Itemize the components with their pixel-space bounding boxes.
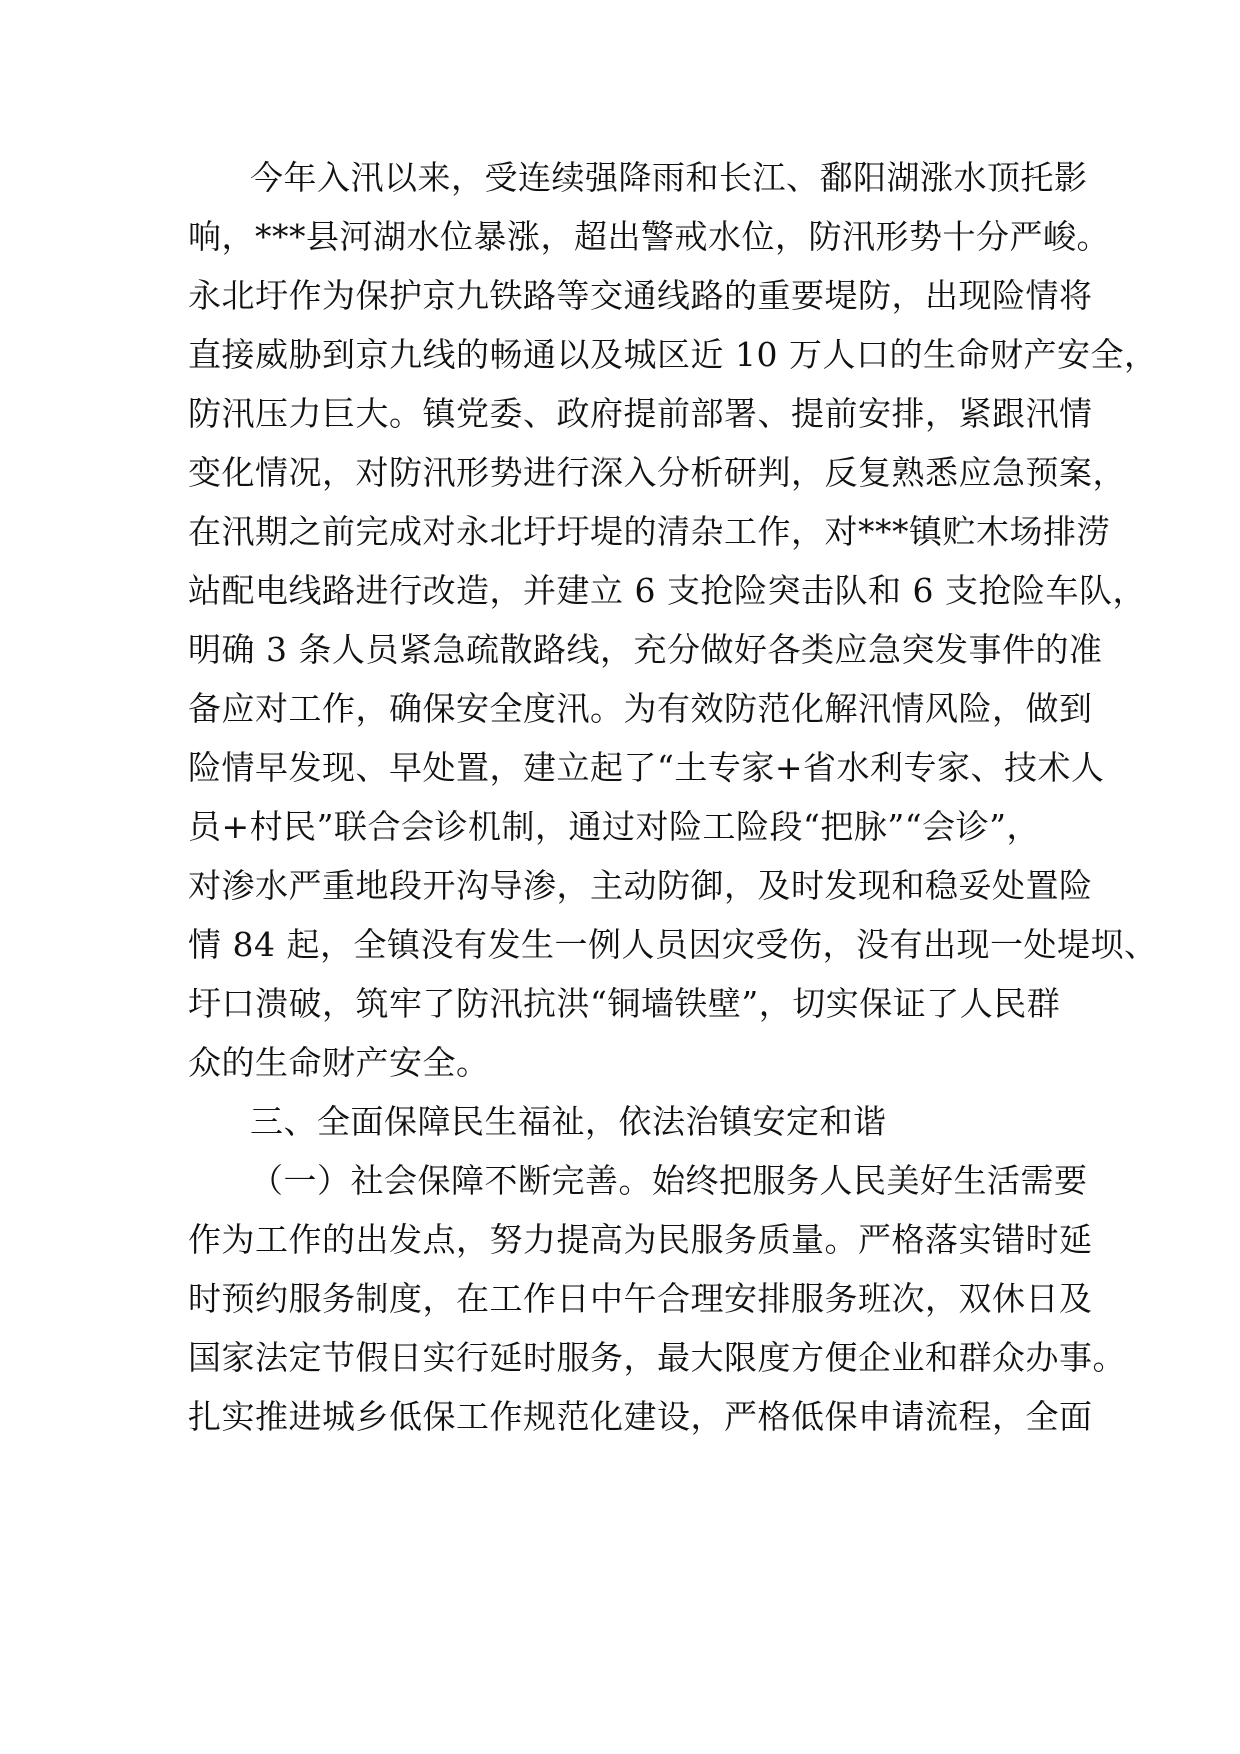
paragraph-line-6: 变化情况，对防汛形势进行深入分析研判，反复熟悉应急预案，: [188, 453, 1126, 492]
paragraph-line-21: 扎实推进城乡低保工作规范化建设，严格低保申请流程，全面: [188, 1397, 1093, 1436]
paragraph-line-11: 险情早发现、早处置，建立起了“土专家+省水利专家、技术人: [188, 748, 1105, 787]
paragraph-line-14: 情 84 起，全镇没有发生一例人员因灾受伤，没有出现一处堤坝、: [188, 925, 1158, 964]
paragraph-line-4: 直接威胁到京九线的畅通以及城区近 10 万人口的生命财产安全，: [188, 335, 1158, 374]
paragraph-line-20: 国家法定节假日实行延时服务，最大限度方便企业和群众办事。: [188, 1338, 1126, 1377]
paragraph-line-7: 在汛期之前完成对永北圩圩堤的清杂工作，对***镇贮木场排涝: [188, 512, 1110, 551]
paragraph-line-15: 圩口溃破，筑牢了防汛抗洪“铜墙铁壁”，切实保证了人民群: [188, 984, 1061, 1023]
paragraph-line-5: 防汛压力巨大。镇党委、政府提前部署、提前安排，紧跟汛情: [188, 394, 1093, 433]
paragraph-line-8: 站配电线路进行改造，并建立 6 支抢险突击队和 6 支抢险车队，: [188, 571, 1146, 610]
paragraph-line-16: 众的生命财产安全。: [188, 1043, 490, 1082]
paragraph-line-2: 响，***县河湖水位暴涨，超出警戒水位，防汛形势十分严峻。: [188, 217, 1110, 256]
paragraph-line-13: 对渗水严重地段开沟导渗，主动防御，及时发现和稳妥处置险: [188, 866, 1093, 905]
paragraph-line-9: 明确 3 条人员紧急疏散路线，充分做好各类应急突发事件的准: [188, 630, 1103, 669]
paragraph-line-18: 作为工作的出发点，努力提高为民服务质量。严格落实错时延: [188, 1220, 1093, 1259]
paragraph-line-17: （一）社会保障不断完善。始终把服务人民美好生活需要: [250, 1161, 1088, 1200]
paragraph-line-19: 时预约服务制度，在工作日中午合理安排服务班次，双休日及: [188, 1279, 1093, 1318]
paragraph-line-1: 今年入汛以来，受连续强降雨和长江、鄱阳湖涨水顶托影: [250, 158, 1088, 197]
section-heading: 三、全面保障民生福祉，依法治镇安定和谐: [250, 1102, 887, 1141]
paragraph-line-3: 永北圩作为保护京九铁路等交通线路的重要堤防，出现险情将: [188, 276, 1093, 315]
paragraph-line-10: 备应对工作，确保安全度汛。为有效防范化解汛情风险，做到: [188, 689, 1093, 728]
paragraph-line-12: 员+村民”联合会诊机制，通过对险工险段“把脉”“会诊”，: [188, 807, 1041, 846]
